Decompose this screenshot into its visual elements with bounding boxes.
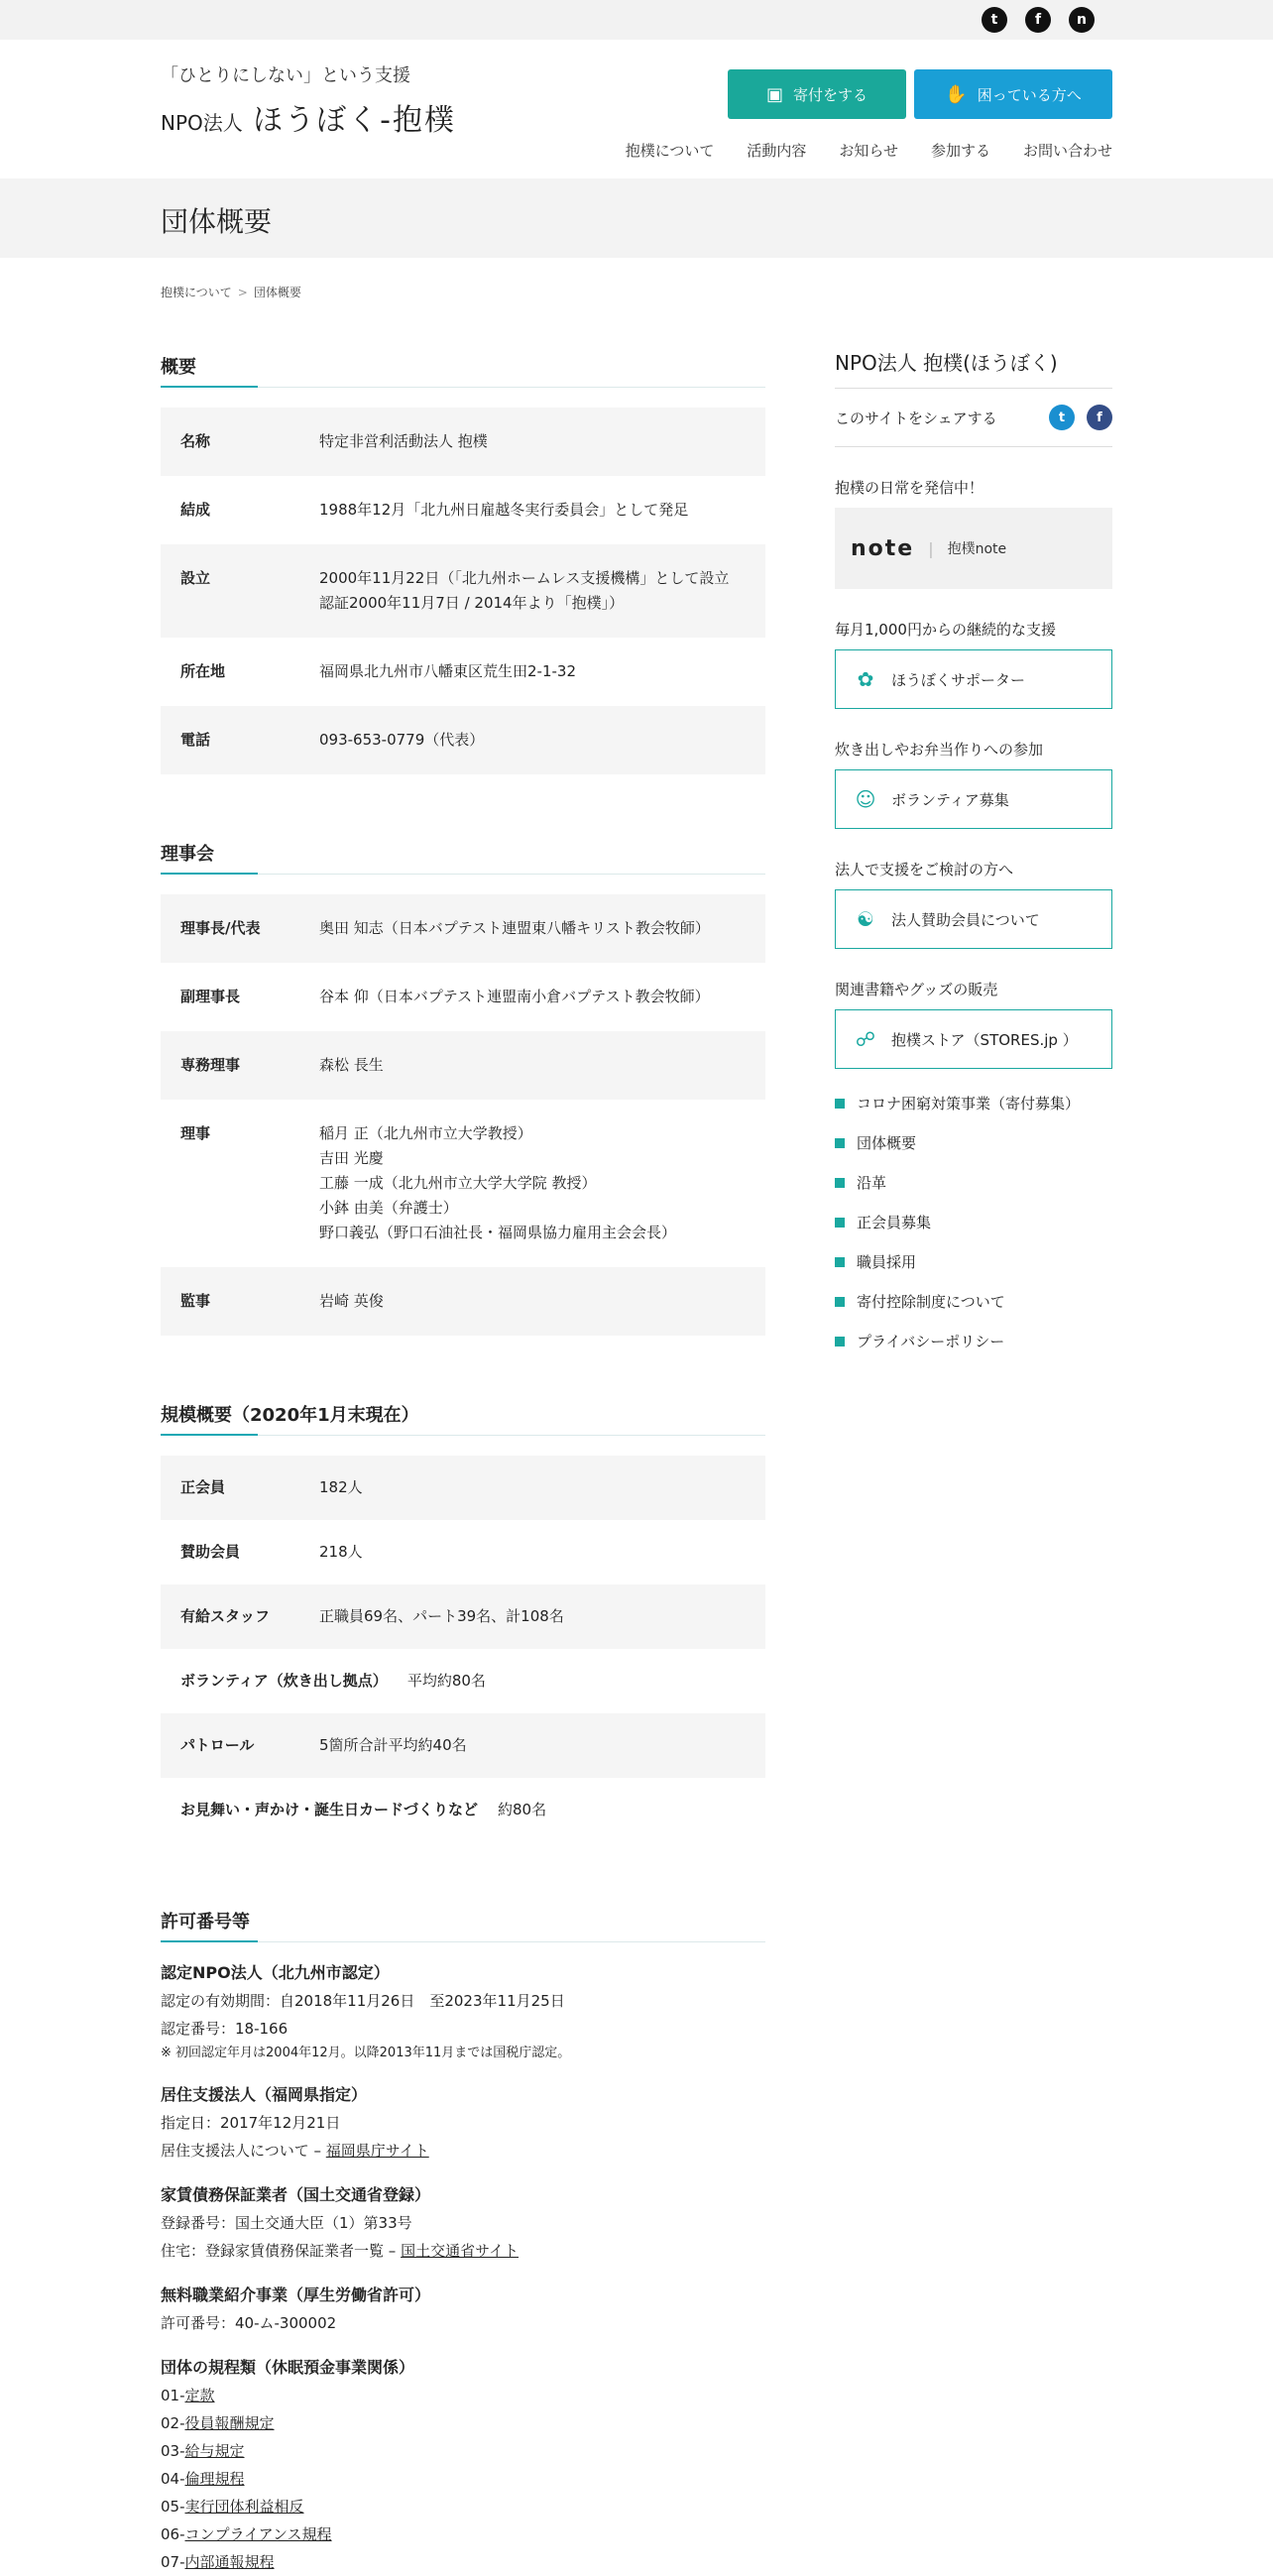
row-key: 電話: [161, 706, 299, 774]
kitei-title: 団体の規程類（休眠預金事業関係）: [161, 2358, 415, 2377]
kitei-link[interactable]: 定款: [184, 2387, 215, 2404]
table-row: [161, 1031, 765, 1100]
facebook-icon[interactable]: f: [1025, 7, 1051, 33]
note-divider: |: [928, 538, 934, 558]
director: 工藤 一成（北九州市立大学大学院 教授）: [319, 1174, 597, 1192]
row-value: 1988年12月「北九州日雇越冬実行委員会」として発足: [319, 501, 689, 519]
list-item: 05-実行団体利益相反: [161, 2498, 304, 2516]
kyoju-permit-title: 居住支援法人（福岡県指定）: [161, 2085, 368, 2104]
sidebar-link[interactable]: プライバシーポリシー: [835, 1331, 1112, 1351]
supporter-button[interactable]: [835, 649, 1112, 709]
corp-member-button-label: 法人賛助会員について: [891, 910, 1040, 929]
mlit-link[interactable]: 国土交通省サイト: [401, 2242, 520, 2260]
kitei-link[interactable]: 役員報酬規定: [184, 2414, 275, 2432]
table-row: [161, 544, 765, 638]
volunteer-label: 炊き出しやお弁当作りへの参加: [835, 741, 1044, 759]
row-value: 谷本 仰（日本バプテスト連盟南小倉バプテスト教会牧師）: [319, 988, 710, 1005]
volunteer-button-label: ボランティア募集: [891, 790, 1009, 809]
twitter-icon[interactable]: t: [982, 7, 1007, 33]
corp-member-button[interactable]: [835, 889, 1112, 949]
row-key: ボランティア（炊き出し拠点）: [180, 1672, 388, 1690]
arrow-marker-icon: [835, 1138, 845, 1148]
help-button[interactable]: [914, 69, 1112, 119]
note-text: 抱樸note: [947, 541, 1007, 557]
row-key: 有給スタッフ: [180, 1607, 271, 1625]
table-row: [161, 1267, 765, 1336]
yachin-permit: [161, 2182, 765, 2265]
supporter-button-label: ほうぼくサポーター: [891, 670, 1026, 689]
main-content: [161, 353, 765, 2576]
row-value: 特定非営利活動法人 抱樸: [299, 408, 765, 476]
table-row: [161, 638, 765, 706]
directors-list: [299, 1100, 765, 1267]
kitei-section: [161, 2355, 765, 2576]
table-row: [161, 963, 765, 1031]
npo-permit-note: ※ 初回認定年月は2004年12月。以降2013年11月までは国税庁認定。: [161, 2046, 571, 2060]
sidebar-title: NPO法人 抱樸(ほうぼく): [835, 347, 1112, 389]
row-key: 理事長/代表: [161, 894, 299, 963]
npo-permit-number: 認定番号：18-166: [161, 2020, 289, 2038]
row-value: 正職員69名、パート39名、計108名: [319, 1607, 564, 1625]
director: 吉田 光慶: [319, 1149, 384, 1167]
table-row: [161, 476, 765, 544]
handshake-icon: ☯: [857, 907, 874, 931]
arrow-marker-icon: [835, 1337, 845, 1347]
row-value: 5箇所合計平均約40名: [319, 1736, 467, 1754]
gift-box-icon: ▣: [765, 83, 783, 105]
kitei-link[interactable]: 実行団体利益相反: [184, 2498, 304, 2516]
list-item: 02-役員報酬規定: [161, 2414, 275, 2432]
sidebar-link[interactable]: 団体概要: [835, 1132, 1112, 1153]
director: 野口義弘（野口石油社長・福岡県協力雇用主会会長）: [319, 1224, 677, 1241]
yachin-permit-title: 家賃債務保証業者（国土交通省登録）: [161, 2185, 431, 2204]
table-row: [161, 1100, 765, 1267]
npo-permit: [161, 1960, 765, 2064]
note-banner[interactable]: [835, 508, 1112, 589]
supporter-label: 毎月1,000円からの継続的な支援: [835, 621, 1056, 639]
row-value: 奥田 知志（日本バプテスト連盟東八幡キリスト教会牧師）: [299, 894, 765, 963]
row-key: 正会員: [180, 1478, 226, 1496]
row-value: 218人: [319, 1543, 363, 1561]
hand-heart-icon: ☺: [855, 787, 876, 811]
nav-contact[interactable]: お問い合わせ: [1022, 142, 1112, 160]
row-value: 平均約80名: [406, 1672, 486, 1690]
row-key: 結成: [180, 501, 211, 519]
row-value: 2000年11月22日（「北九州ホームレス支援機構」として設立 認証2000年11月7日 / 2014年より「抱樸」）: [299, 544, 765, 638]
nav-about[interactable]: 抱樸について: [625, 142, 715, 160]
kyoju-permit: [161, 2082, 765, 2165]
sidebar-link[interactable]: コロナ困窮対策事業（寄付募集）: [835, 1093, 1112, 1113]
logo-name: ほうぼく-抱樸: [253, 103, 456, 138]
shokai-permit-number: 許可番号：40-ム-300002: [161, 2314, 337, 2332]
sidebar-links: [835, 1093, 1112, 1351]
corp-label: 法人で支援をご検討の方へ: [835, 861, 1014, 878]
breadcrumb-separator: >: [237, 286, 248, 299]
kyoju-permit-date: 指定日：2017年12月21日: [161, 2114, 341, 2132]
sidebar-link[interactable]: 職員採用: [835, 1251, 1112, 1272]
volunteer-button[interactable]: [835, 769, 1112, 829]
permits-section: [161, 1960, 765, 2576]
row-value: 約80名: [498, 1801, 547, 1818]
sidebar: [835, 347, 1112, 1370]
note-logo: note: [851, 535, 915, 561]
yachin-permit-number: 登録番号：国土交通大臣（1）第33号: [161, 2214, 412, 2232]
kitei-link[interactable]: コンプライアンス規程: [184, 2525, 332, 2543]
row-value: 福岡県北九州市八幡東区荒生田2-1-32: [319, 662, 577, 680]
table-row: [161, 1713, 765, 1778]
sidebar-link[interactable]: 沿革: [835, 1172, 1112, 1193]
row-key: 専務理事: [161, 1031, 299, 1100]
kyoju-permit-info: [161, 2137, 765, 2165]
twitter-share-icon[interactable]: t: [1049, 405, 1075, 430]
row-key: パトロール: [180, 1736, 255, 1754]
share-label: このサイトをシェアする: [835, 409, 997, 427]
ribbon-icon: ✿: [857, 667, 874, 691]
note-icon[interactable]: n: [1069, 7, 1095, 33]
logo-prefix: NPO法人: [161, 111, 243, 135]
overview-heading: 概要: [161, 353, 765, 388]
arrow-marker-icon: [835, 1218, 845, 1228]
social-links: [982, 7, 1095, 33]
scale-table: [161, 1456, 765, 1842]
facebook-share-icon[interactable]: f: [1087, 405, 1112, 430]
row-key: 監事: [161, 1267, 299, 1336]
row-key: 所在地: [180, 662, 226, 680]
row-value: 岩崎 英俊: [299, 1267, 765, 1336]
nav-news[interactable]: お知らせ: [839, 142, 898, 160]
breadcrumb: [161, 284, 301, 300]
list-item: 06-コンプライアンス規程: [161, 2525, 332, 2543]
arrow-marker-icon: [835, 1178, 845, 1188]
share-row: [835, 389, 1112, 447]
hands-icon: ✋: [945, 83, 968, 105]
store-label: 関連書籍やグッズの販売: [835, 981, 998, 998]
donate-button[interactable]: [728, 69, 906, 119]
row-key: 副理事長: [180, 988, 241, 1005]
row-key: 設立: [161, 544, 299, 638]
row-value: 森松 長生: [299, 1031, 765, 1100]
yachin-permit-text: 住宅：登録家賃債務保証業者一覧 –: [161, 2242, 397, 2260]
list-item: 01-定款: [161, 2387, 215, 2404]
kitei-link[interactable]: 倫理規程: [184, 2470, 245, 2488]
table-row: [161, 1456, 765, 1520]
site-header: [0, 40, 1273, 178]
row-key: 理事: [180, 1124, 211, 1142]
list-item: 04-倫理規程: [161, 2470, 245, 2488]
row-value: 182人: [319, 1478, 363, 1496]
help-button-label: 困っている方へ: [977, 85, 1082, 104]
table-row: [161, 408, 765, 476]
row-key: お見舞い・声かけ・誕生日カードづくりなど: [180, 1801, 479, 1818]
row-key: 賛助会員: [180, 1543, 241, 1561]
breadcrumb-current: 団体概要: [253, 286, 301, 299]
page-title: 団体概要: [161, 205, 273, 238]
store-button[interactable]: [835, 1009, 1112, 1069]
arrow-marker-icon: [835, 1257, 845, 1267]
row-value: 093-653-0779（代表）: [299, 706, 765, 774]
board-heading: 理事会: [161, 840, 765, 875]
nav-join[interactable]: 参加する: [930, 142, 990, 160]
scale-heading: 規模概要（2020年1月末現在）: [161, 1401, 765, 1436]
permits-heading: 許可番号等: [161, 1908, 765, 1942]
tagline: 「ひとりにしない」という支援: [161, 65, 410, 86]
board-table: [161, 894, 765, 1336]
table-row: [161, 1778, 765, 1842]
list-item: 07-内部通報規程: [161, 2553, 275, 2571]
nav-activities[interactable]: 活動内容: [747, 142, 807, 160]
arrow-marker-icon: [835, 1297, 845, 1307]
cart-icon: ☍: [855, 1027, 876, 1051]
shokai-permit: [161, 2283, 765, 2337]
arrow-marker-icon: [835, 1099, 845, 1109]
table-row: [161, 1584, 765, 1649]
sidebar-link[interactable]: 寄付控除制度について: [835, 1291, 1112, 1312]
kyoju-permit-text: 居住支援法人について –: [161, 2142, 321, 2160]
site-logo[interactable]: [161, 95, 456, 139]
npo-permit-title: 認定NPO法人（北九州市認定）: [161, 1963, 390, 1982]
global-nav: [626, 140, 1112, 161]
kitei-link[interactable]: 内部通報規程: [184, 2553, 275, 2571]
row-key: 名称: [161, 408, 299, 476]
fukuoka-pref-link[interactable]: 福岡県庁サイト: [325, 2142, 429, 2160]
title-band: [0, 178, 1273, 258]
note-label: 抱樸の日常を発信中！: [835, 479, 984, 497]
breadcrumb-about[interactable]: 抱樸について: [161, 286, 232, 299]
top-bar: [0, 0, 1273, 40]
kitei-link[interactable]: 給与規定: [184, 2442, 245, 2460]
list-item: 03-給与規定: [161, 2442, 245, 2460]
yachin-permit-info: [161, 2237, 765, 2265]
table-row: [161, 894, 765, 963]
sidebar-link[interactable]: 正会員募集: [835, 1212, 1112, 1232]
director: 稲月 正（北九州市立大学教授）: [319, 1124, 532, 1142]
table-row: [161, 1649, 765, 1713]
npo-permit-period: 認定の有効期間：自2018年11月26日 至2023年11月25日: [161, 1992, 565, 2010]
donate-button-label: 寄付をする: [793, 85, 868, 104]
shokai-permit-title: 無料職業紹介事業（厚生労働省許可）: [161, 2285, 431, 2304]
table-row: [161, 1520, 765, 1584]
store-button-label: 抱樸ストア（STORES.jp ）: [891, 1030, 1078, 1049]
overview-table: [161, 408, 765, 774]
director: 小鉢 由美（弁護士）: [319, 1199, 458, 1217]
table-row: [161, 706, 765, 774]
